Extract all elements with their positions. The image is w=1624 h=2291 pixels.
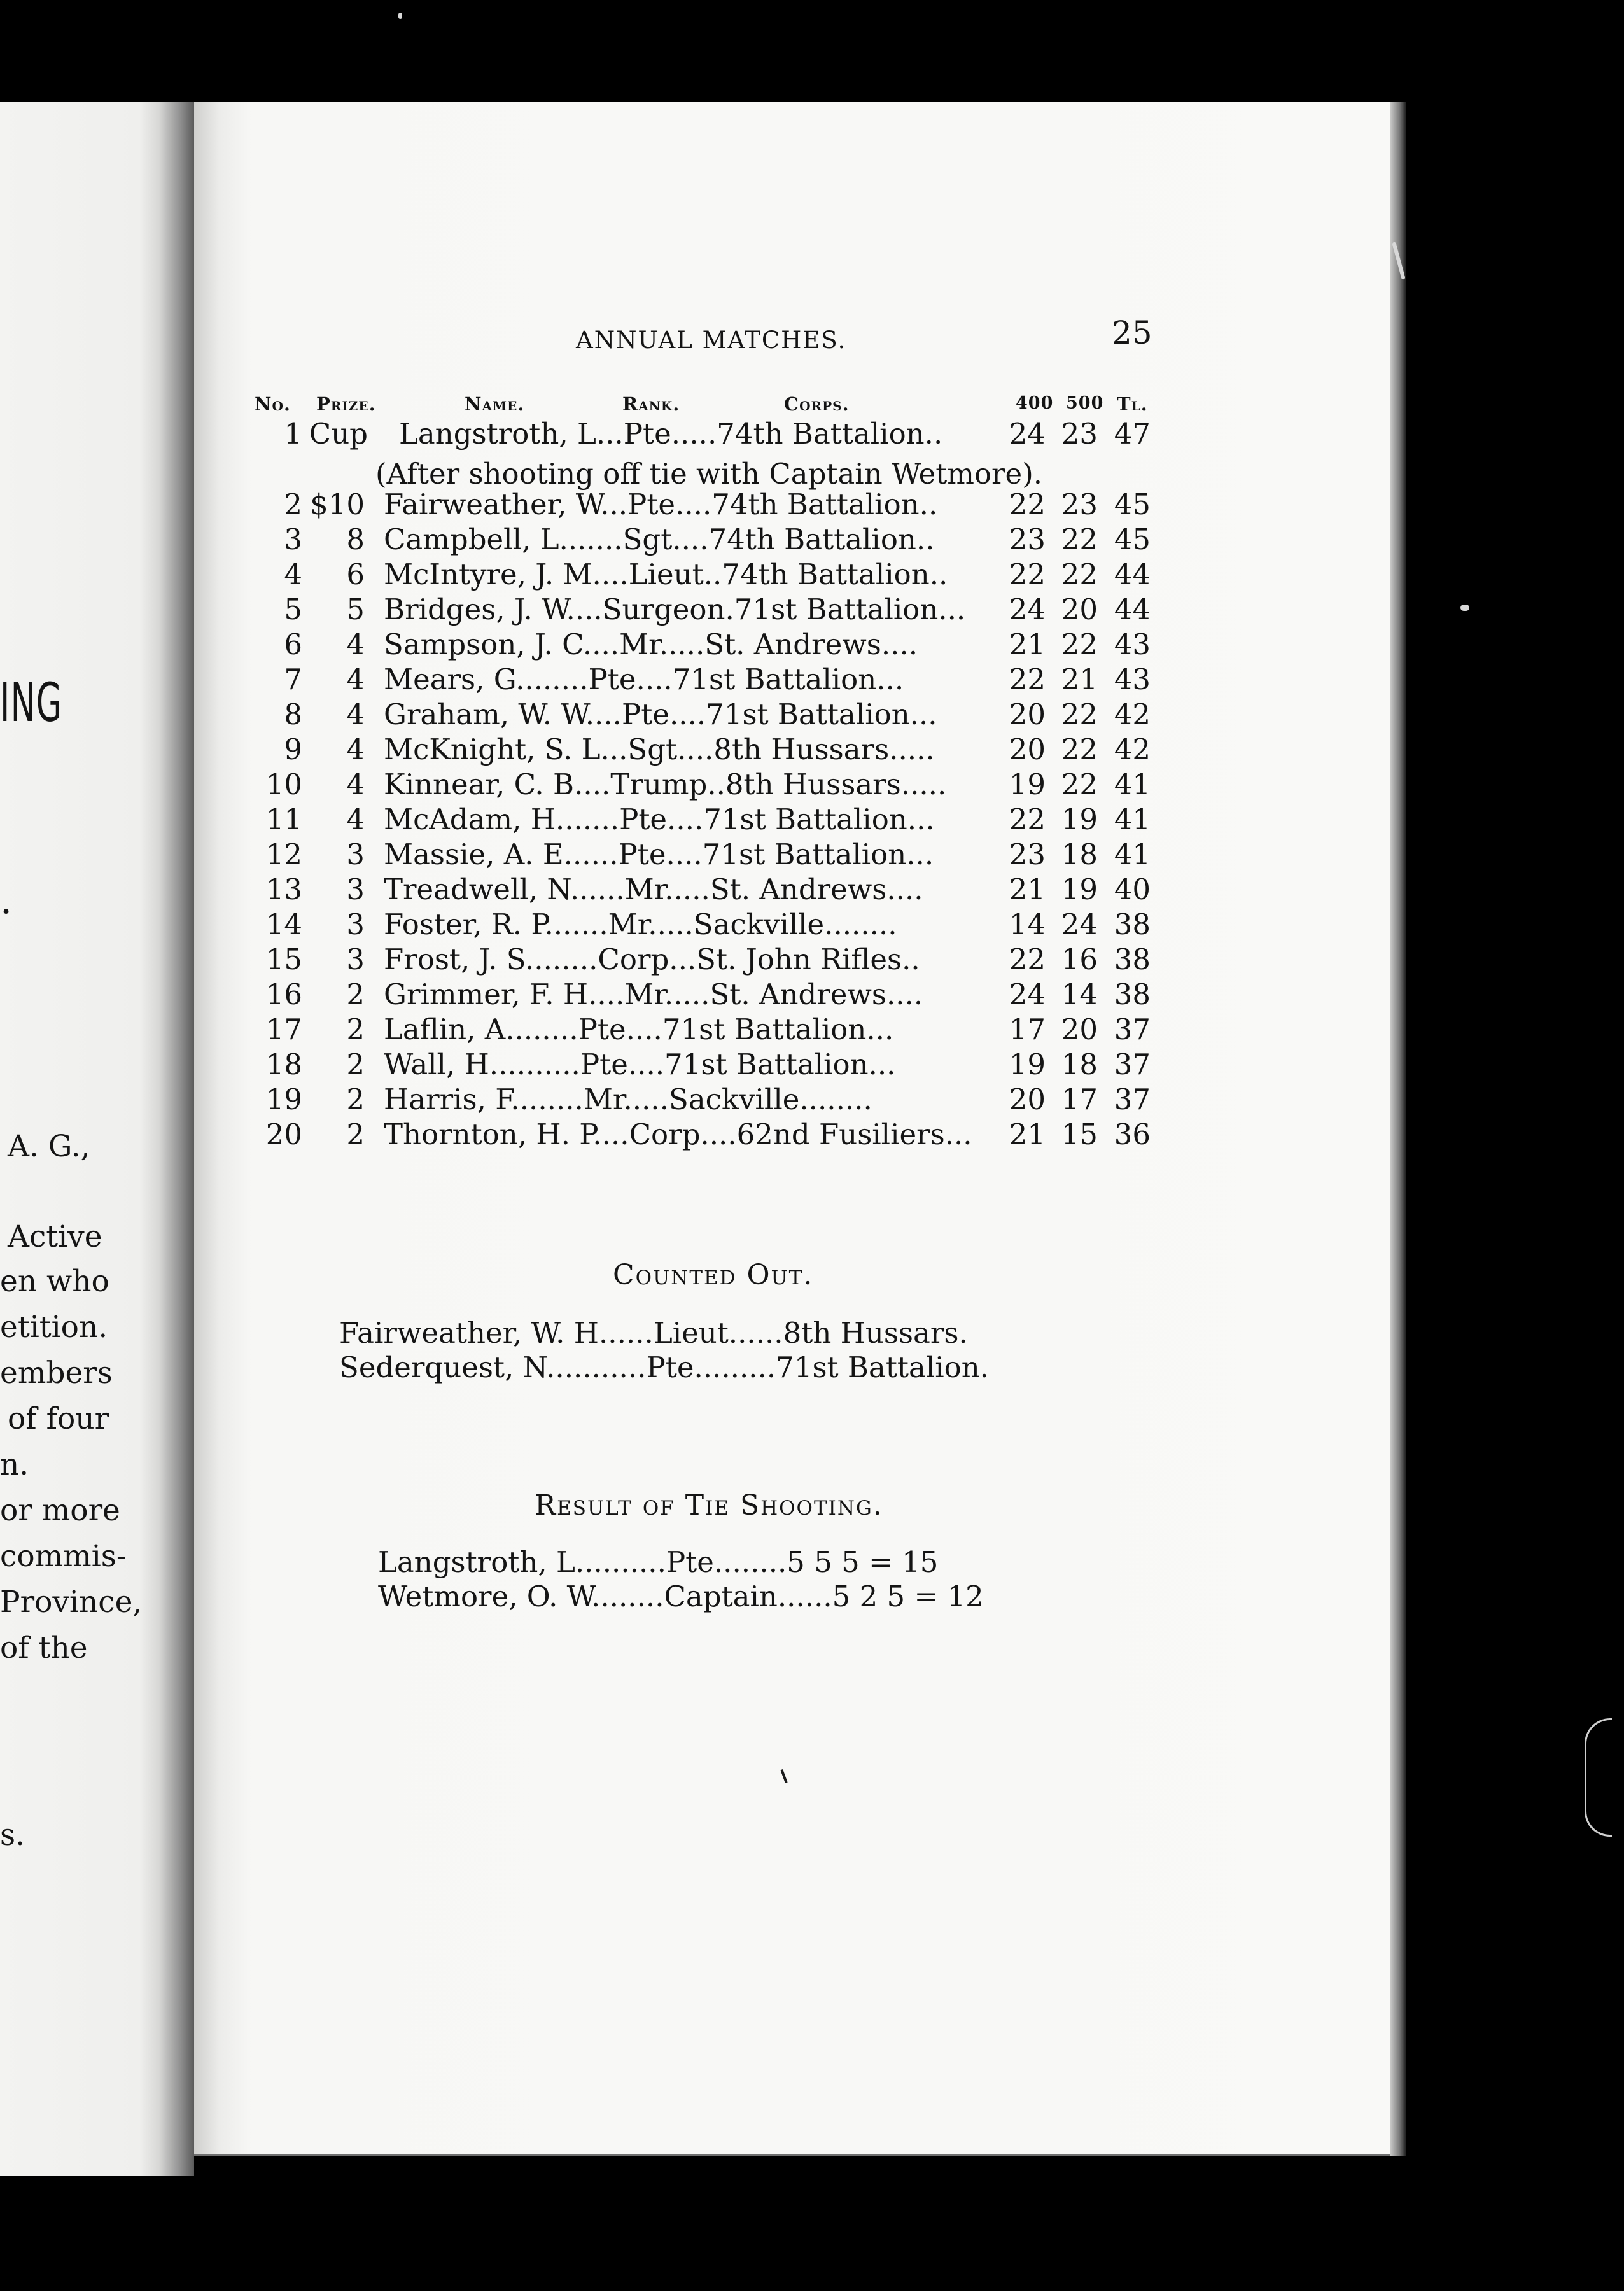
table-row bbox=[251, 1012, 1174, 1048]
row-entry: Thornton, H. P....Corp....62nd Fusiliers... bbox=[384, 1117, 972, 1151]
row-score-400: 21 bbox=[1009, 872, 1046, 906]
table-row bbox=[251, 732, 1174, 768]
row-score-400: 19 bbox=[1009, 767, 1046, 801]
tie-result-heading: Result of Tie Shooting. bbox=[535, 1489, 883, 1522]
row-score-500: 20 bbox=[1061, 1012, 1098, 1046]
row-entry: Mears, G........Pte....71st Battalion... bbox=[384, 662, 904, 696]
row-number: 19 bbox=[265, 1082, 302, 1116]
row-score-400: 14 bbox=[1009, 907, 1046, 941]
row-entry: Foster, R. P.......Mr.....Sackville........ bbox=[384, 907, 897, 941]
row-score-500: 22 bbox=[1061, 557, 1098, 591]
tie-result-entry: Wetmore, O. W........Captain......5 2 5 = 12 bbox=[378, 1580, 984, 1613]
row-number: 8 bbox=[284, 697, 302, 731]
counted-out-entry: Fairweather, W. H......Lieut......8th Hussars. bbox=[339, 1316, 968, 1350]
row-entry: Treadwell, N......Mr.....St. Andrews.... bbox=[384, 872, 923, 906]
table-row bbox=[251, 697, 1174, 733]
row-score-400: 22 bbox=[1009, 942, 1046, 976]
row-number: 15 bbox=[265, 942, 302, 976]
row-score-500: 18 bbox=[1061, 837, 1098, 871]
row-prize: 4 bbox=[346, 802, 365, 836]
row-number: 12 bbox=[265, 837, 302, 871]
row-score-400: 21 bbox=[1009, 1117, 1046, 1151]
row-score-400: 20 bbox=[1009, 1082, 1046, 1116]
row-entry: McAdam, H.......Pte....71st Battalion... bbox=[384, 802, 935, 836]
row-prize: 2 bbox=[346, 1082, 365, 1116]
row-total: 37 bbox=[1114, 1047, 1151, 1081]
row-prize: Cup bbox=[309, 417, 368, 451]
facing-page-fragment: A. G., bbox=[8, 1129, 90, 1164]
row-prize: 4 bbox=[346, 662, 365, 696]
row-score-500: 22 bbox=[1061, 767, 1098, 801]
row-total: 38 bbox=[1114, 907, 1151, 941]
row-prize: 4 bbox=[346, 697, 365, 731]
row-number: 18 bbox=[265, 1047, 302, 1081]
counted-out-heading: Counted Out. bbox=[613, 1259, 814, 1291]
row-number: 5 bbox=[284, 592, 302, 626]
column-header-prize: Prize. bbox=[316, 393, 376, 415]
row-score-500: 19 bbox=[1061, 872, 1098, 906]
row-entry: Graham, W. W....Pte....71st Battalion... bbox=[384, 697, 937, 731]
row-score-500: 15 bbox=[1061, 1117, 1098, 1151]
row-number: 4 bbox=[284, 557, 302, 591]
table-row bbox=[251, 1117, 1174, 1153]
row-entry: Wall, H..........Pte....71st Battalion... bbox=[384, 1047, 896, 1081]
row-score-400: 20 bbox=[1009, 732, 1046, 766]
row-score-400: 24 bbox=[1009, 977, 1046, 1011]
table-row bbox=[251, 837, 1174, 873]
row-score-400: 23 bbox=[1009, 522, 1046, 556]
row-entry: Frost, J. S........Corp...St. John Rifles.. bbox=[384, 942, 920, 976]
row-score-400: 19 bbox=[1009, 1047, 1046, 1081]
row-prize: 6 bbox=[346, 557, 365, 591]
row-score-500: 20 bbox=[1061, 592, 1098, 626]
row-score-500: 17 bbox=[1061, 1082, 1098, 1116]
row-total: 45 bbox=[1114, 487, 1151, 521]
row-score-500: 21 bbox=[1061, 662, 1098, 696]
row-total: 38 bbox=[1114, 942, 1151, 976]
row-prize: 4 bbox=[346, 732, 365, 766]
facing-page-fragment: Active bbox=[8, 1219, 102, 1254]
table-row bbox=[251, 767, 1174, 803]
row-score-500: 18 bbox=[1061, 1047, 1098, 1081]
row-score-500: 14 bbox=[1061, 977, 1098, 1011]
row-prize: 4 bbox=[346, 767, 365, 801]
row-number: 6 bbox=[284, 627, 302, 661]
scan-artifact-curve bbox=[1585, 1718, 1612, 1837]
row-score-400: 20 bbox=[1009, 697, 1046, 731]
facing-page-fragment: etition. bbox=[0, 1310, 108, 1345]
table-row bbox=[251, 942, 1174, 978]
row-prize: 2 bbox=[346, 1117, 365, 1151]
row-number: 16 bbox=[265, 977, 302, 1011]
facing-page-fragment: en who bbox=[0, 1264, 109, 1299]
row-score-500: 16 bbox=[1061, 942, 1098, 976]
table-row bbox=[251, 802, 1174, 838]
row-entry: McIntyre, J. M....Lieut..74th Battalion.. bbox=[384, 557, 948, 591]
table-row bbox=[251, 1047, 1174, 1083]
row-prize: 3 bbox=[346, 872, 365, 906]
facing-page bbox=[0, 102, 194, 2176]
row-score-500: 22 bbox=[1061, 627, 1098, 661]
row-number: 3 bbox=[284, 522, 302, 556]
row-total: 44 bbox=[1114, 592, 1151, 626]
row-total: 41 bbox=[1114, 767, 1151, 801]
row-number: 2 bbox=[284, 487, 302, 521]
row-total: 37 bbox=[1114, 1082, 1151, 1116]
row-score-400: 24 bbox=[1009, 417, 1046, 451]
row-score-400: 17 bbox=[1009, 1012, 1046, 1046]
row-score-500: 22 bbox=[1061, 522, 1098, 556]
table-row bbox=[251, 627, 1174, 663]
row-total: 38 bbox=[1114, 977, 1151, 1011]
row-total: 43 bbox=[1114, 662, 1151, 696]
facing-page-fragment: s. bbox=[0, 1818, 25, 1853]
row-score-500: 22 bbox=[1061, 732, 1098, 766]
row-number: 1 bbox=[284, 417, 302, 451]
row-total: 45 bbox=[1114, 522, 1151, 556]
row-prize: 4 bbox=[346, 627, 365, 661]
facing-page-fragment: Province, bbox=[0, 1585, 143, 1620]
table-row bbox=[251, 557, 1174, 593]
table-row bbox=[251, 872, 1174, 908]
table-row bbox=[251, 1082, 1174, 1118]
row-entry: Sampson, J. C....Mr.....St. Andrews.... bbox=[384, 627, 918, 661]
page-number: 25 bbox=[1112, 314, 1152, 351]
row-total: 41 bbox=[1114, 802, 1151, 836]
table-row bbox=[251, 907, 1174, 943]
column-header-name: Name. bbox=[465, 393, 525, 415]
row-number: 17 bbox=[265, 1012, 302, 1046]
column-header-no: No. bbox=[255, 393, 291, 415]
row-number: 9 bbox=[284, 732, 302, 766]
row-entry: Bridges, J. W....Surgeon.71st Battalion... bbox=[384, 592, 966, 626]
facing-page-fragment: of the bbox=[0, 1630, 88, 1665]
column-header-rank: Rank. bbox=[622, 393, 680, 415]
row-entry: Langstroth, L...Pte.....74th Battalion.. bbox=[399, 417, 943, 451]
row-prize: 8 bbox=[346, 522, 365, 556]
row-entry: Fairweather, W...Pte....74th Battalion.. bbox=[384, 487, 938, 521]
row-score-400: 22 bbox=[1009, 557, 1046, 591]
table-row bbox=[251, 487, 1174, 523]
column-header-500: 500 bbox=[1066, 393, 1104, 413]
row-number: 11 bbox=[265, 802, 302, 836]
row-total: 42 bbox=[1114, 697, 1151, 731]
tie-note: (After shooting off tie with Captain Wetmore). bbox=[375, 457, 1043, 491]
table-row bbox=[251, 662, 1174, 698]
row-score-500: 23 bbox=[1061, 417, 1098, 451]
row-prize: 3 bbox=[346, 837, 365, 871]
row-score-400: 22 bbox=[1009, 487, 1046, 521]
row-score-400: 23 bbox=[1009, 837, 1046, 871]
row-score-500: 23 bbox=[1061, 487, 1098, 521]
table-row bbox=[251, 417, 1174, 452]
row-prize: 5 bbox=[346, 592, 365, 626]
row-total: 40 bbox=[1114, 872, 1151, 906]
column-header-total: Tl. bbox=[1117, 393, 1148, 415]
row-score-500: 22 bbox=[1061, 697, 1098, 731]
table-row bbox=[251, 522, 1174, 558]
facing-page-fragment: or more bbox=[0, 1493, 120, 1528]
facing-page-fragment: commis- bbox=[0, 1539, 127, 1574]
row-total: 43 bbox=[1114, 627, 1151, 661]
row-prize: 2 bbox=[346, 1012, 365, 1046]
row-total: 44 bbox=[1114, 557, 1151, 591]
row-number: 10 bbox=[265, 767, 302, 801]
facing-page-fragment: embers bbox=[0, 1356, 113, 1391]
facing-page-heading-fragment: ING bbox=[0, 671, 63, 734]
row-total: 37 bbox=[1114, 1012, 1151, 1046]
row-score-500: 24 bbox=[1061, 907, 1098, 941]
row-prize: 2 bbox=[346, 1047, 365, 1081]
facing-page-fragment: of four bbox=[8, 1401, 109, 1436]
page-edge-shadow bbox=[194, 2154, 1390, 2156]
row-score-500: 19 bbox=[1061, 802, 1098, 836]
row-score-400: 21 bbox=[1009, 627, 1046, 661]
row-entry: Massie, A. E......Pte....71st Battalion... bbox=[384, 837, 934, 871]
facing-page-fragment: . bbox=[0, 878, 13, 923]
row-prize: 3 bbox=[346, 942, 365, 976]
row-score-400: 22 bbox=[1009, 802, 1046, 836]
row-prize: 3 bbox=[346, 907, 365, 941]
table-row bbox=[251, 977, 1174, 1013]
row-entry: Grimmer, F. H....Mr.....St. Andrews.... bbox=[384, 977, 923, 1011]
row-prize: 2 bbox=[346, 977, 365, 1011]
running-head: ANNUAL MATCHES. bbox=[576, 326, 847, 354]
scan-speck bbox=[398, 13, 402, 19]
row-entry: Laflin, A........Pte....71st Battalion... bbox=[384, 1012, 894, 1046]
counted-out-entry: Sederquest, N...........Pte.........71st Battalion. bbox=[339, 1350, 989, 1384]
facing-page-fragment: n. bbox=[0, 1447, 29, 1482]
row-prize: $10 bbox=[310, 487, 365, 521]
column-header-corps: Corps. bbox=[784, 393, 850, 415]
row-entry: Harris, F........Mr.....Sackville........ bbox=[384, 1082, 872, 1116]
row-total: 41 bbox=[1114, 837, 1151, 871]
column-header-400: 400 bbox=[1016, 393, 1054, 413]
tie-result-entry: Langstroth, L..........Pte........5 5 5 = 15 bbox=[378, 1545, 939, 1579]
row-number: 14 bbox=[265, 907, 302, 941]
row-number: 20 bbox=[265, 1117, 302, 1151]
row-number: 13 bbox=[265, 872, 302, 906]
row-score-400: 22 bbox=[1009, 662, 1046, 696]
row-total: 36 bbox=[1114, 1117, 1151, 1151]
row-entry: Campbell, L.......Sgt....74th Battalion.. bbox=[384, 522, 935, 556]
row-total: 42 bbox=[1114, 732, 1151, 766]
scan-speck bbox=[1460, 605, 1469, 611]
page-right-edge bbox=[1390, 102, 1406, 2156]
table-row bbox=[251, 592, 1174, 628]
row-total: 47 bbox=[1114, 417, 1151, 451]
row-score-400: 24 bbox=[1009, 592, 1046, 626]
row-entry: Kinnear, C. B....Trump..8th Hussars..... bbox=[384, 767, 947, 801]
row-entry: McKnight, S. L...Sgt....8th Hussars..... bbox=[384, 732, 935, 766]
row-number: 7 bbox=[284, 662, 302, 696]
